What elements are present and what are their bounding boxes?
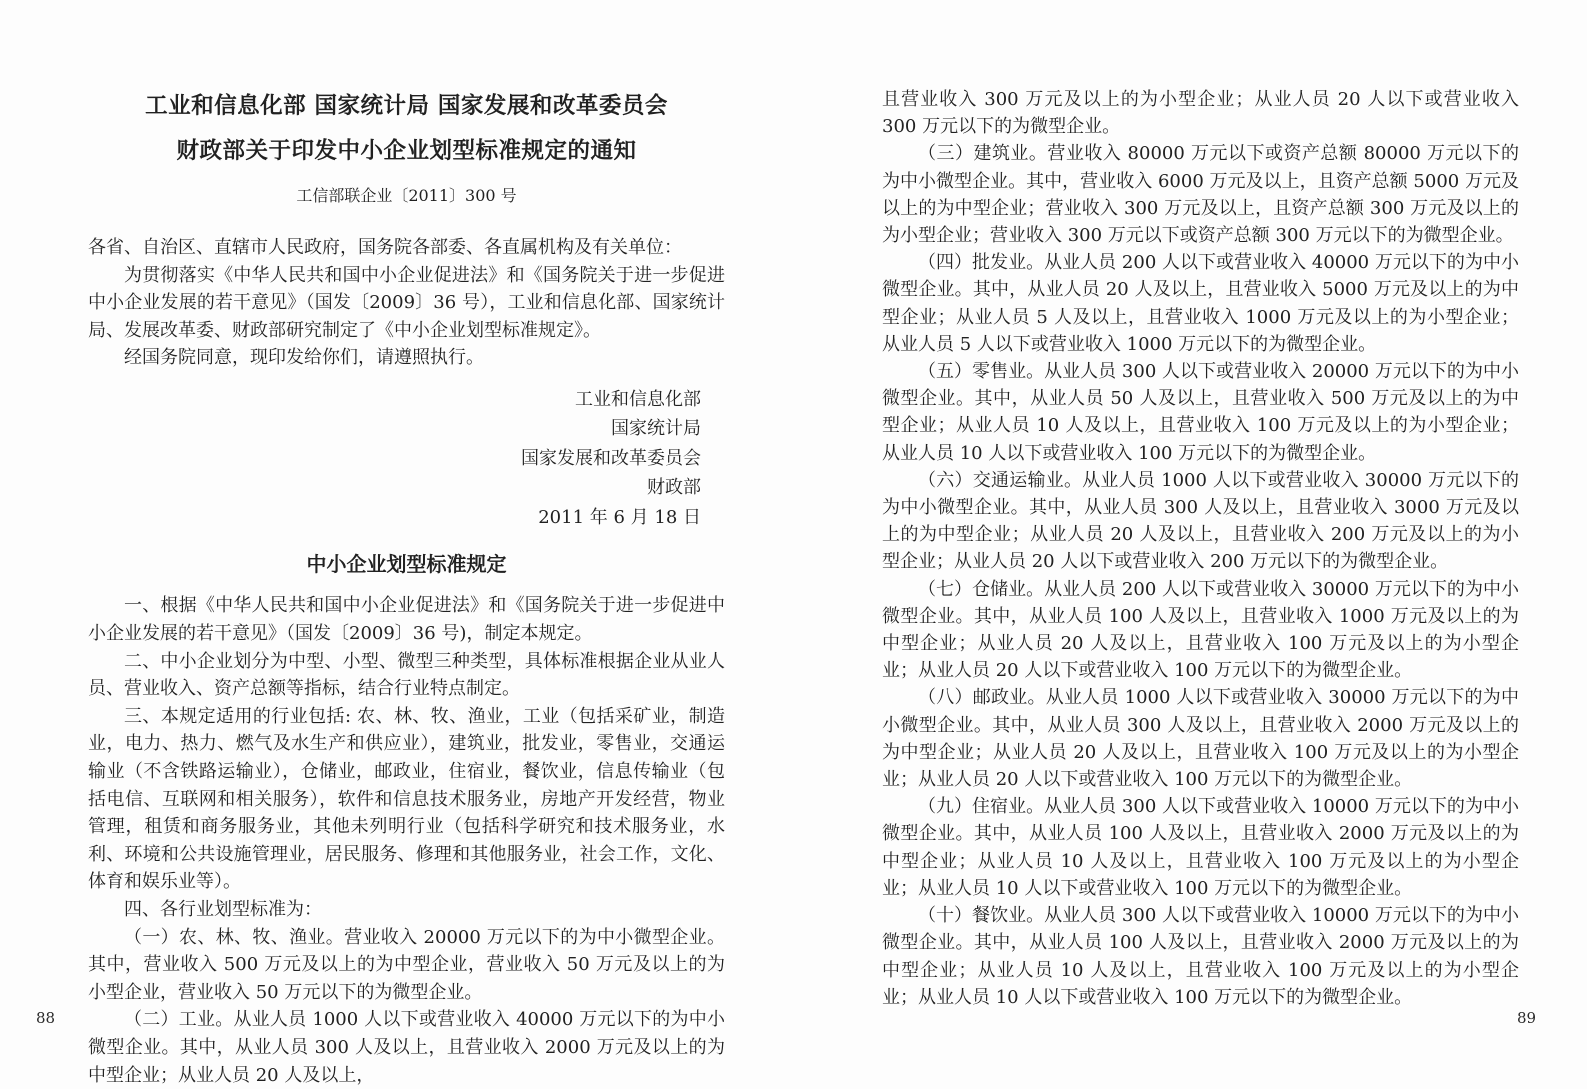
page-number-left: 88 — [36, 1009, 56, 1027]
signature-line: 国家发展和改革委员会 — [521, 447, 701, 469]
body-paragraph: （四）批发业。从业人员 200 人以下或营业收入 40000 万元以下的为中小微型企业。其中，从业人员 20 人及以上，且营业收入 5000 万元及以上的为中型企业；从业人员 5 人及以上，且营业收入 1000 万元及以上的为小型企业；从业人员 5 人以下或营业收入 1000 万元以下的为微型企业。 — [882, 252, 1519, 355]
signature-line: 财政部 — [647, 477, 701, 499]
doc-title-line-2: 财政部关于印发中小企业划型标准规定的通知 — [176, 138, 637, 164]
doc-number: 工信部联企业〔2011〕300 号 — [296, 186, 517, 205]
notice-paragraph: 经国务院同意，现印发给你们，请遵照执行。 — [124, 347, 484, 369]
signature-block — [88, 385, 725, 533]
body-paragraph: 二、中小企业划分为中型、小型、微型三种类型，具体标准根据企业从业人员、营业收入、资产总额等指标，结合行业特点制定。 — [88, 650, 725, 700]
signature-line: 工业和信息化部 — [575, 388, 701, 410]
body-paragraph: 一、根据《中华人民共和国中小企业促进法》和《国务院关于进一步促进中小企业发展的若干意见》（国发〔2009〕36 号)，制定本规定。 — [88, 595, 725, 645]
body-paragraph: （十）餐饮业。从业人员 300 人以下或营业收入 10000 万元以下的为中小微型企业。其中，从业人员 100 人及以上，且营业收入 2000 万元及以上的为中型企业；从业人员 10 人及以上，且营业收入 100 万元及以上的为小型企业；从业人员 10 人以下或营业收入 100 万元以下的为微型企业。 — [882, 905, 1519, 1008]
body-paragraph-continuation: 且营业收入 300 万元及以上的为小型企业；从业人员 20 人以下或营业收入 300 万元以下的为微型企业。 — [882, 89, 1519, 138]
doc-title — [88, 84, 725, 174]
body-paragraph: 四、各行业划型标准为： — [124, 899, 322, 920]
regulation-heading: 中小企业划型标准规定 — [306, 552, 507, 577]
body-paragraph: （二）工业。从业人员 1000 人以下或营业收入 40000 万元以下的为中小微型企业。其中，从业人员 300 人及以上，且营业收入 2000 万元及以上的为中型企业；从业人员 20 人及以上， — [88, 1009, 725, 1086]
doc-title-line-1: 工业和信息化部 国家统计局 国家发展和改革委员会 — [145, 93, 668, 119]
signature-line: 国家统计局 — [611, 418, 701, 440]
body-paragraph: （五）零售业。从业人员 300 人以下或营业收入 20000 万元以下的为中小微型企业。其中，从业人员 50 人及以上，且营业收入 500 万元及以上的为中型企业；从业人员 10 人及以上，且营业收入 100 万元及以上的为小型企业；从业人员 10 人以下或营业收入 100 万元以下的为微型企业。 — [882, 361, 1519, 464]
salutation: 各省、自治区、直辖市人民政府，国务院各部委、各直属机构及有关单位： — [88, 237, 682, 258]
body-paragraph: （三）建筑业。营业收入 80000 万元以下或资产总额 80000 万元以下的为中小微型企业。其中，营业收入 6000 万元及以上，且资产总额 5000 万元及以上的为中型企业；营业收入 300 万元及以上，且资产总额 300 万元及以上的为小型企业；营业收入 300 万元以下或资产总额 300 万元以下的为微型企业。 — [882, 143, 1519, 247]
body-paragraph: （八）邮政业。从业人员 1000 人以下或营业收入 30000 万元以下的为中小微型企业。其中，从业人员 300 人及以上，且营业收入 2000 万元及以上的为中型企业；从业人员 20 人及以上，且营业收入 100 万元及以上的为小型企业；从业人员 20 人以下或营业收入 100 万元以下的为微型企业。 — [882, 687, 1519, 791]
body-paragraph: （六）交通运输业。从业人员 1000 人以下或营业收入 30000 万元以下的为中小微型企业。其中，从业人员 300 人及以上，且营业收入 3000 万元及以上的为中型企业；从业人员 20 人及以上，且营业收入 200 万元及以上的为小型企业；从业人员 20 人以下或营业收入 200 万元以下的为微型企业。 — [882, 469, 1519, 573]
notice-paragraph: 为贯彻落实《中华人民共和国中小企业促进法》和《国务院关于进一步促进中小企业发展的若干意见》（国发〔2009〕36 号），工业和信息化部、国家统计局、发展改革委、财政部研究制定了《中小企业划型标准规定》。 — [88, 264, 725, 341]
signature-date: 2011 年 6 月 18 日 — [538, 506, 701, 528]
body-paragraph: （一）农、林、牧、渔业。营业收入 20000 万元以下的为中小微型企业。其中，营业收入 500 万元及以上的为中型企业，营业收入 50 万元及以上的为小型企业，营业收入 50 万元以下的为微型企业。 — [88, 926, 725, 1003]
body-paragraph: （七）仓储业。从业人员 200 人以下或营业收入 30000 万元以下的为中小微型企业。其中，从业人员 100 人及以上，且营业收入 1000 万元及以上的为中型企业；从业人员 20 人及以上，且营业收入 100 万元及以上的为小型企业；从业人员 20 人以下或营业收入 100 万元以下的为微型企业。 — [882, 578, 1519, 682]
body-paragraph: （九）住宿业。从业人员 300 人以下或营业收入 10000 万元以下的为中小微型企业。其中，从业人员 100 人及以上，且营业收入 2000 万元及以上的为中型企业；从业人员 10 人及以上，且营业收入 100 万元及以上的为小型企业；从业人员 10 人以下或营业收入 100 万元以下的为微型企业。 — [882, 796, 1519, 899]
page-number-right: 89 — [1517, 1009, 1537, 1027]
page-right — [882, 86, 1519, 1011]
page-left — [88, 84, 725, 1089]
body-paragraph: 三、本规定适用的行业包括: 农、林、牧、渔业，工业（包括采矿业，制造业，电力、热力、燃气及水生产和供应业），建筑业，批发业，零售业，交通运输业（不含铁路运输业），仓储业，邮政业，住宿业，餐饮业，信息传输业（包括电信、互联网和相关服务），软件和信息技术服务业，房地产开发经营，物业管理，租赁和商务服务业，其他未列明行业（包括科学研究和技术服务业，水利、环境和公共设施管理业，居民服务、修理和其他服务业，社会工作，文化、体育和娱乐业等）。 — [88, 705, 725, 893]
